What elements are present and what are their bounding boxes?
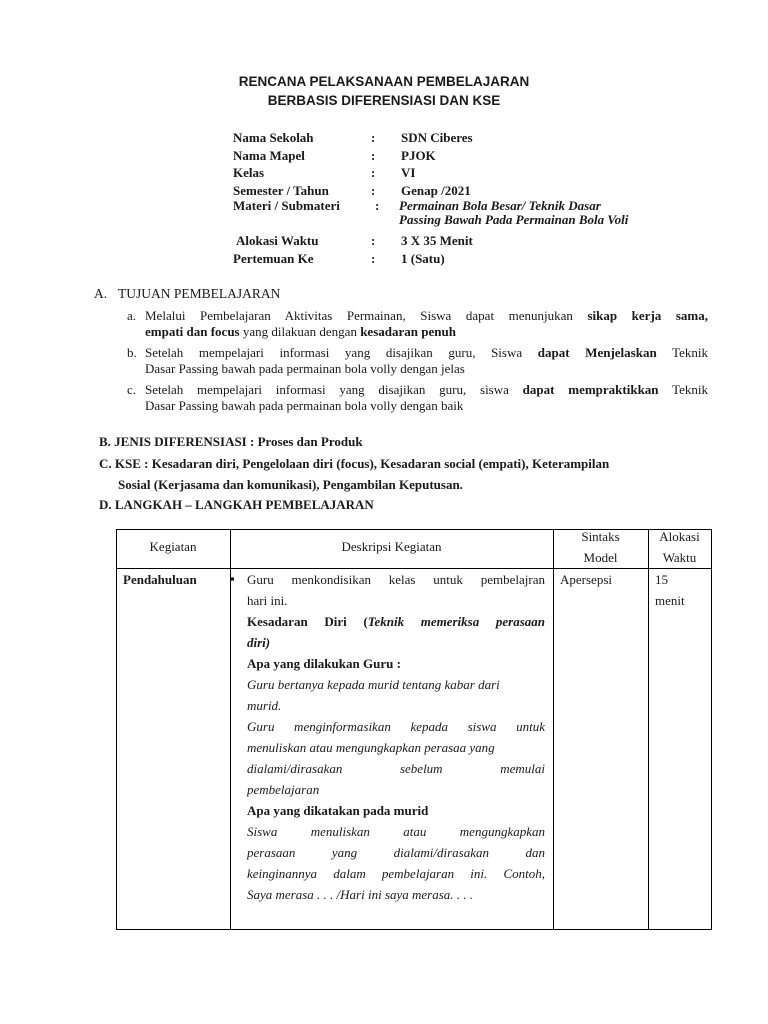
row-sintaks: Apersepsi [560,572,612,587]
objective-c-line2: Dasar Passing bawah pada permainan bola volly dengan baik [145,398,464,413]
section-c-line2: Sosial (Kerjasama dan komunikasi), Pengambilan Keputusan. [118,477,463,492]
identity-value-subject: PJOK [401,148,436,163]
bullet-icon: ▪ [230,571,235,586]
identity-value-time: 3 X 35 Menit [401,233,473,248]
desc-line2: hari ini. [247,593,288,608]
identity-sep: : [371,233,376,248]
identity-sep: : [371,183,376,198]
row-kegiatan: Pendahuluan [123,572,197,587]
guru-line1: Guru bertanya kepada murid tentang kabar dari [247,677,500,692]
identity-label-meeting: Pertemuan Ke [233,251,314,266]
murid-heading: Apa yang dikatakan pada murid [247,803,429,818]
header-sintaks: Sintaks [581,529,620,544]
desc-line1: Guru menkondisikan kelas untuk pembelajran [247,572,545,587]
document-title-line2: BERBASIS DIFERENSIASI DAN KSE [267,93,501,108]
identity-sep: : [371,130,376,145]
section-a-letter: A. [94,286,108,301]
identity-label-material: Materi / Submateri [233,198,340,213]
identity-label-time: Alokasi Waktu [236,233,319,248]
guru-heading: Apa yang dilakukan Guru : [247,656,401,671]
identity-value-material: Permainan Bola Besar/ Teknik Dasar [399,198,601,213]
objective-a-line2: empati dan focus yang dilakuan dengan kesadaran penuh [145,324,456,339]
header-deskripsi: Deskripsi Kegiatan [341,539,442,554]
section-a-heading: TUJUAN PEMBELAJARAN [118,286,281,301]
identity-label-school: Nama Sekolah [233,130,314,145]
objective-b-line1: Setelah mempelajari informasi yang disajikan guru, Siswa dapat Menjelaskan Teknik [145,345,708,360]
section-c-line1: C. KSE : Kesadaran diri, Pengelolaan diri (focus), Kesadaran social (empati), Keterampilan [99,456,610,471]
header-alokasi-2: Waktu [662,550,697,565]
guru-line6: pembelajaran [247,782,320,797]
objective-a-line1: Melalui Pembelajaran Aktivitas Permainan, Siswa dapat menunjukan sikap kerja sama, [145,308,708,323]
identity-value-school: SDN Ciberes [401,130,473,145]
identity-label-semester: Semester / Tahun [233,183,329,198]
kd-line2: diri) [247,635,271,650]
section-d: D. LANGKAH – LANGKAH PEMBELAJARAN [99,497,374,512]
objective-marker: b. [127,345,137,360]
identity-value-semester: Genap /2021 [401,183,471,198]
guru-line5: dialami/dirasakan sebelum memulai [247,761,545,776]
identity-sep: : [371,165,376,180]
header-kegiatan: Kegiatan [149,539,197,554]
identity-sep: : [375,198,380,213]
row-alokasi: 15 [655,572,668,587]
identity-label-class: Kelas [233,165,265,180]
objective-b-line2: Dasar Passing bawah pada permainan bola volly dengan jelas [145,361,465,376]
objective-c-line1: Setelah mempelajari informasi yang disajikan guru, siswa dapat mempraktikkan Teknik [145,382,708,397]
row-alokasi-2: menit [655,593,685,608]
identity-sep: : [371,251,376,266]
identity-value-material-2: Passing Bawah Pada Permainan Bola Voli [399,212,629,227]
guru-line3: Guru menginformasikan kepada siswa untuk [247,719,545,734]
murid-line1: Siswa menuliskan atau mengungkapkan [247,824,545,839]
identity-label-subject: Nama Mapel [233,148,305,163]
murid-line2: perasaan yang dialami/dirasakan dan [247,845,545,860]
identity-value-class: VI [401,165,416,180]
section-b: B. JENIS DIFERENSIASI : Proses dan Produk [99,434,363,449]
identity-value-meeting: 1 (Satu) [401,251,445,266]
guru-line2: murid. [247,698,282,713]
murid-line4: Saya merasa . . . /Hari ini saya merasa. . . . [247,887,474,902]
murid-line3: keinginannya dalam pembelajaran ini. Contoh, [247,866,545,881]
objective-marker: a. [127,308,137,323]
header-sintaks-2: Model [583,550,618,565]
guru-line4: menuliskan atau mengungkapkan perasaa yang [247,740,495,755]
objective-marker: c. [127,382,137,397]
document-title-line1: RENCANA PELAKSANAAN PEMBELAJARAN [238,74,530,89]
identity-sep: : [371,148,376,163]
header-alokasi: Alokasi [659,529,700,544]
kd-line1: Kesadaran Diri (Teknik memeriksa perasaan [247,614,545,629]
